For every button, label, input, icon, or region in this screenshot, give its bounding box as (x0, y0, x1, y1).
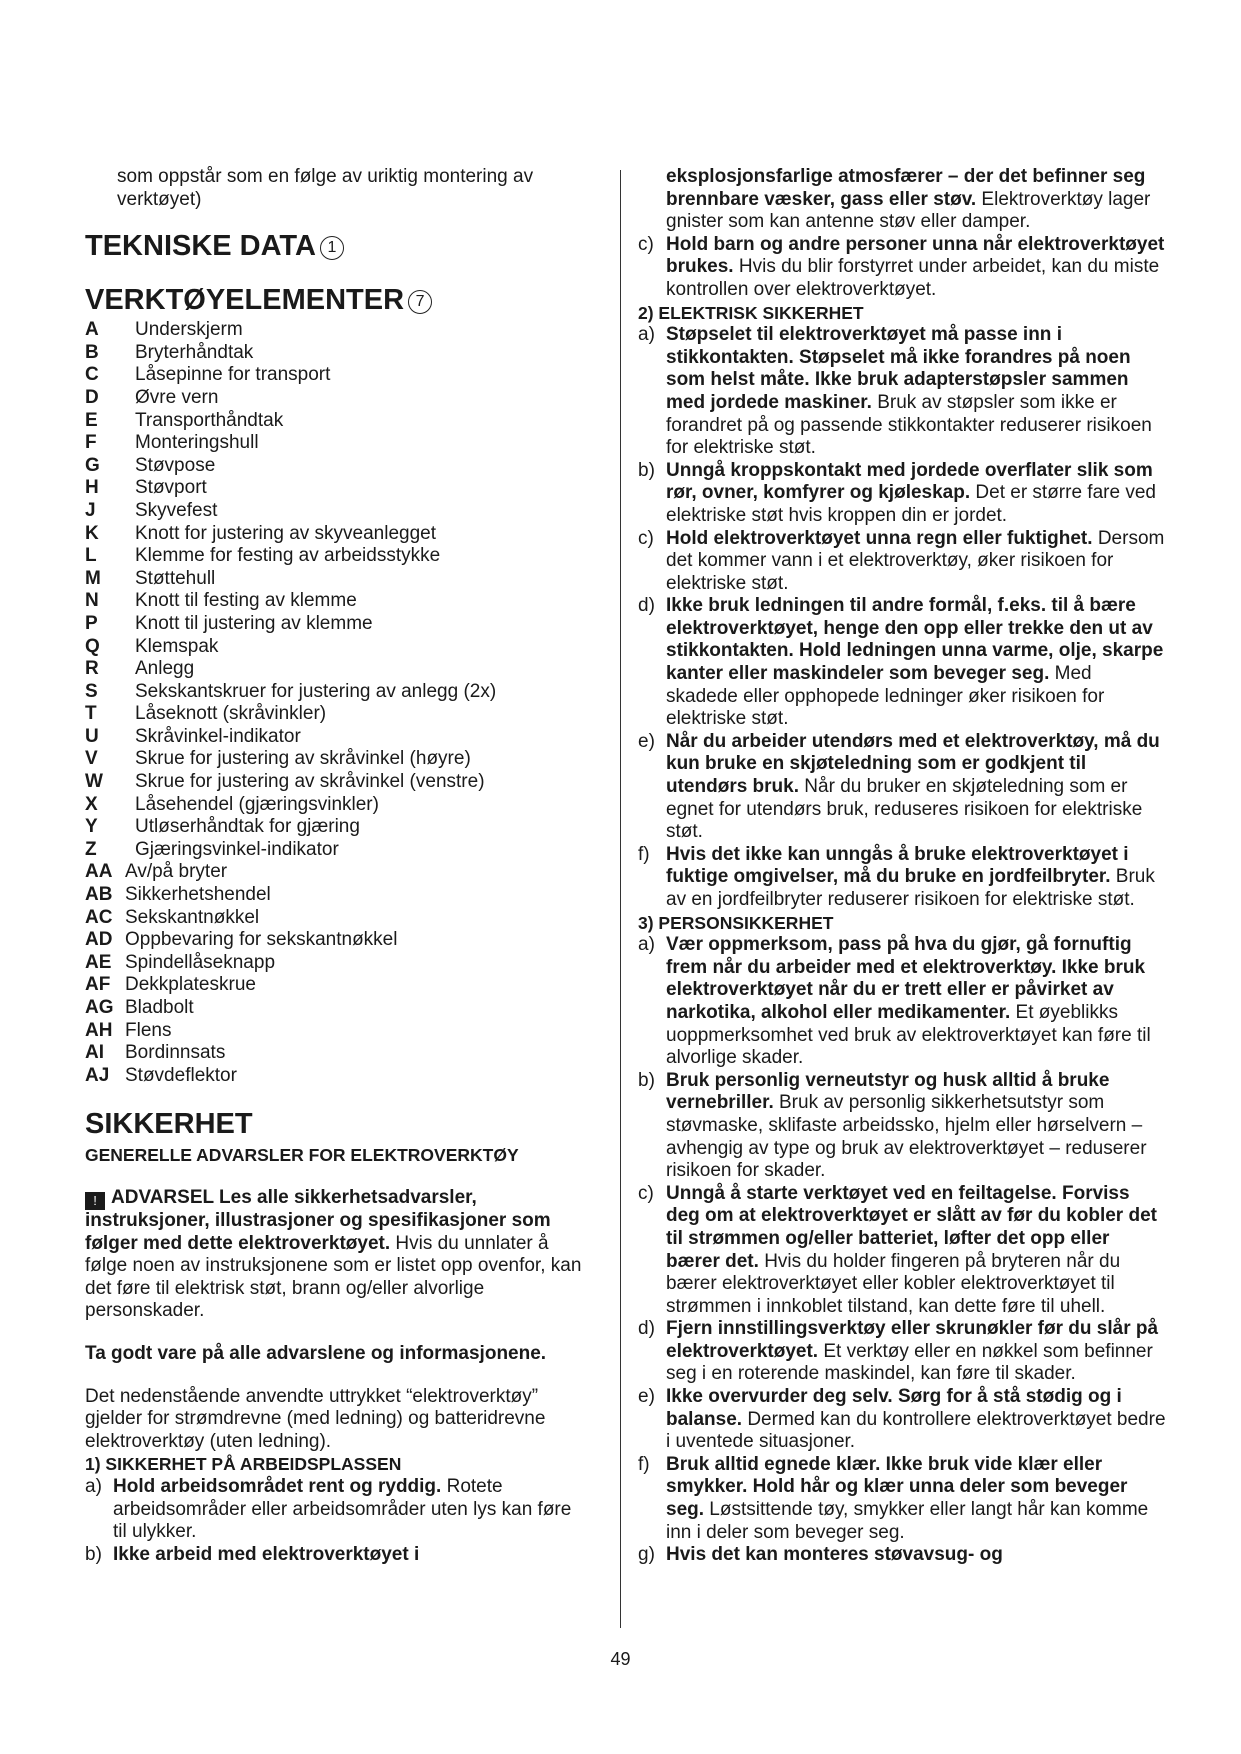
warning-icon: ! (85, 1192, 105, 1210)
part-label: Flens (125, 1019, 172, 1041)
parts-list-item (85, 861, 585, 884)
personal-item-e: e) Ikke overvurder deg selv. Sørg for å stå stødig og i balanse. Dermed kan du kontrollere elektroverktøyet bedre i uventede situasjoner. (638, 1386, 1166, 1453)
parts-list-item (85, 1020, 585, 1043)
parts-list-item (85, 636, 585, 659)
part-label: Knott til justering av klemme (135, 612, 373, 634)
part-key: V (85, 748, 98, 770)
part-key: B (85, 341, 99, 363)
part-key: H (85, 477, 99, 499)
part-label: Låsepinne for transport (135, 364, 331, 386)
parts-list-item (85, 342, 585, 365)
part-key: AH (85, 1019, 113, 1041)
part-label: Bordinnsats (125, 1042, 226, 1064)
part-label: Klemspak (135, 635, 219, 657)
parts-list-item (85, 907, 585, 930)
personal-item-b: b) Bruk personlig verneutstyr og husk alltid å bruke vernebriller. Bruk av personlig sikkerhetsutstyr som støvmaske, sklifaste arbeidssko, hjelm eller hørselvern – avhengig av type og bruk av elektroverktøyet – reduserer risikoen for skader. (638, 1069, 1147, 1182)
parts-list-item (85, 658, 585, 681)
parts-list-item (85, 545, 585, 568)
part-label: Monteringshull (135, 432, 259, 454)
parts-list-item (85, 568, 585, 591)
part-key: A (85, 319, 99, 341)
part-key: G (85, 454, 100, 476)
part-label: Låsehendel (gjæringsvinkler) (135, 793, 379, 815)
parts-list-item (85, 1065, 585, 1088)
parts-list-item (85, 794, 585, 817)
part-label: Bladbolt (125, 997, 194, 1018)
work-area-item-a: a) Hold arbeidsområdet rent og ryddig. Rotete arbeidsområder eller arbeidsområder uten lys kan føre til ulykker. (85, 1475, 572, 1543)
parts-heading: VERKTØYELEMENTER 7 (85, 283, 585, 317)
parts-list-item (85, 929, 585, 952)
work-area-item-c: c) Hold barn og andre personer unna når elektroverktøyet brukes. Hvis du blir forstyrret under arbeidet, kan du miste kontrollen over elektroverktøyet. (638, 233, 1165, 300)
part-key: F (85, 432, 97, 454)
part-key: AB (85, 884, 113, 906)
part-label: Skyvefest (135, 499, 218, 521)
parts-list-item (85, 839, 585, 862)
part-key: AC (85, 906, 113, 928)
work-area-heading: 1) SIKKERHET PÅ ARBEIDSPLASSEN (85, 1454, 402, 1475)
term-definition-text: Det nedenstående anvendte uttrykket “elektroverktøy” gjelder for strømdrevne (med ledning) og batteridrevne elektroverktøy (uten ledning). (85, 1385, 546, 1452)
parts-list-item (85, 319, 585, 342)
part-label: Knott for justering av skyveanlegget (135, 522, 437, 544)
warning-paragraph: ! ADVARSEL Les alle sikkerhetsadvarsler, instruksjoner, illustrasjoner og spesifikasjoner som følger med dette elektroverktøyet. Hvis du unnlater å følge noen av instruksjonene som er listet opp ovenfor, kan det føre til elektrisk støt, brann og/eller alvorlige personskader. (85, 1186, 582, 1322)
intro-text: som oppstår som en følge av uriktig montering av verktøyet) (117, 166, 534, 210)
parts-list-item (85, 590, 585, 613)
personal-item-f: f) Bruk alltid egnede klær. Ikke bruk vide klær eller smykker. Hold hår og klær unna deler som beveger seg. Løstsittende tøy, smykker eller langt hår kan komme inn i deler som beveger seg. (638, 1453, 1149, 1543)
parts-list-item (85, 884, 585, 907)
part-key: S (85, 680, 98, 702)
part-label: Sekskantskruer for justering av anlegg (2x) (135, 680, 497, 702)
parts-list-item (85, 771, 585, 794)
part-key: M (85, 567, 101, 589)
parts-list-item (85, 410, 585, 433)
part-label: Støvport (135, 477, 207, 499)
right-column (638, 166, 1168, 1567)
parts-list-item (85, 613, 585, 636)
part-label: Sekskantnøkkel (125, 906, 260, 928)
part-label: Sikkerhetshendel (125, 884, 271, 906)
part-key: L (85, 545, 97, 567)
parts-list-item (85, 1042, 585, 1065)
part-label: Skrue for justering av skråvinkel (høyre) (135, 748, 471, 770)
electrical-item-b: b) Unngå kroppskontakt med jordede overflater slik som rør, ovner, komfyrer og kjøleskap. Det er større fare ved elektriske støt hvis kroppen din er jordet. (638, 459, 1156, 526)
part-label: Anlegg (135, 658, 195, 680)
personal-item-a: a) Vær oppmerksom, pass på hva du gjør, gå fornuftig frem når du arbeider med et elektroverktøy. Ikke bruk elektroverktøyet når du er trett eller er påvirket av narkotika, alkohol eller medikamenter. Et øyeblikks uoppmerksomhet ved bruk av elektroverktøyet kan føre til alvorlige skader. (638, 934, 1151, 1069)
parts-list-item (85, 477, 585, 500)
part-label: Støttehull (135, 567, 216, 589)
electrical-item-f: f) Hvis det ikke kan unngås å bruke elektroverktøyet i fuktige omgivelser, må du bruke en jordfeilbryter. Bruk av en jordfeilbryter reduserer risikoen for elektriske støt. (638, 843, 1155, 910)
continued-text: eksplosjonsfarlige atmosfærer – der det befinner seg brennbare væsker, gass eller støv. Elektroverktøy lager gnister som kan antenne støv eller damper. (666, 166, 1151, 233)
part-key: K (85, 522, 99, 544)
work-area-item-b: b) Ikke arbeid med elektroverktøyet i (85, 1543, 420, 1565)
part-key: Z (85, 838, 97, 860)
parts-list-item (85, 748, 585, 771)
figure-ref-icon: 1 (320, 236, 344, 260)
parts-list-item (85, 703, 585, 726)
electrical-safety-heading: 2) ELEKTRISK SIKKERHET (638, 302, 864, 323)
part-key: AE (85, 951, 112, 973)
parts-list-item (85, 523, 585, 546)
parts-list-item (85, 997, 585, 1020)
part-key: R (85, 658, 99, 680)
parts-list-item (85, 974, 585, 997)
personal-safety-heading: 3) PERSONSIKKERHET (638, 912, 834, 933)
part-label: Støvpose (135, 454, 216, 476)
general-warnings-heading: GENERELLE ADVARSLER FOR ELEKTROVERKTØY (85, 1145, 519, 1166)
part-label: Av/på bryter (125, 861, 228, 883)
personal-item-c: c) Unngå å starte verktøyet ved en feiltagelse. Forviss deg om at elektroverktøyet er slått av før du kobler det til strømmen og/eller batteriet, løfter det opp eller bærer det. Hvis du holder fingeren på bryteren når du bærer elektroverktøyet eller kobler elektroverktøyet til strømmen i innkoblet tilstand, kan dette føre til uhell. (638, 1182, 1157, 1317)
part-label: Knott til festing av klemme (135, 590, 357, 612)
part-key: N (85, 590, 99, 612)
part-key: D (85, 386, 99, 408)
part-key: AI (85, 1042, 104, 1064)
personal-item-g: g) Hvis det kan monteres støvavsug- og (638, 1544, 1003, 1566)
part-label: Spindellåseknapp (125, 951, 276, 973)
electrical-item-e: e) Når du arbeider utendørs med et elektroverktøy, må du kun bruke en skjøteledning som er godkjent til utendørs bruk. Når du bruker en skjøteledning som er egnet for utendørs bruk, reduseres risikoen for elektriske støt. (638, 730, 1160, 843)
parts-list-item (85, 432, 585, 455)
part-key: W (85, 771, 103, 793)
left-column (85, 166, 585, 1566)
part-key: AF (85, 974, 111, 996)
part-key: AG (85, 997, 114, 1018)
part-label: Skrue for justering av skråvinkel (venstre) (135, 771, 485, 793)
part-key: AD (85, 929, 113, 951)
part-key: T (85, 703, 97, 725)
parts-list-item (85, 455, 585, 478)
safety-heading: SIKKERHET (85, 1108, 253, 1141)
part-label: Gjæringsvinkel-indikator (135, 838, 339, 860)
parts-list-item (85, 726, 585, 749)
part-key: E (85, 409, 98, 431)
part-key: Y (85, 816, 98, 838)
part-label: Støvdeflektor (125, 1064, 237, 1086)
part-label: Skråvinkel-indikator (135, 725, 301, 747)
part-key: J (85, 499, 96, 521)
part-label: Oppbevaring for sekskantnøkkel (125, 929, 398, 951)
part-key: AA (85, 861, 113, 883)
part-key: C (85, 364, 99, 386)
page-number: 49 (610, 1649, 631, 1669)
electrical-item-a: a) Støpselet til elektroverktøyet må passe inn i stikkontakten. Støpselet må ikke forandres på noen som helst måte. Ikke bruk adapterstøpsler sammen med jordede maskiner. Bruk av støpsler som ikke er forandret på og passende stikkontakter reduserer risikoen for elektriske støt. (638, 324, 1152, 459)
part-key: P (85, 612, 98, 634)
electrical-item-d: d) Ikke bruk ledningen til andre formål, f.eks. til å bære elektroverktøyet, henge den opp eller trekke den ut av stikkontakten. Hold ledningen unna varme, olje, skarpe kanter eller maskindeler som beveger seg. Med skadede eller opphopede ledninger øker risikoen for elektriske støt. (638, 595, 1164, 730)
parts-list-item (85, 364, 585, 387)
parts-list-item (85, 952, 585, 975)
parts-list-item (85, 816, 585, 839)
parts-list-item (85, 387, 585, 410)
part-label: Transporthåndtak (135, 409, 284, 431)
part-label: Bryterhåndtak (135, 341, 254, 363)
electrical-item-c: c) Hold elektroverktøyet unna regn eller fuktighet. Dersom det kommer vann i et elektroverktøy, øker risikoen for elektriske støt. (638, 527, 1165, 594)
parts-list (85, 319, 585, 1087)
parts-list-item (85, 681, 585, 704)
part-key: AJ (85, 1064, 110, 1086)
personal-item-d: d) Fjern innstillingsverktøy eller skrunøkler før du slår på elektroverktøyet. Et verktøy eller en nøkkel som befinner seg i en roterende maskindel, kan føre til skader. (638, 1318, 1159, 1385)
parts-list-item (85, 500, 585, 523)
figure-ref-icon: 7 (408, 290, 432, 314)
part-label: Underskjerm (135, 319, 243, 341)
part-label: Utløserhåndtak for gjæring (135, 816, 360, 838)
part-key: X (85, 793, 98, 815)
part-label: Dekkplateskrue (125, 974, 256, 996)
keep-warnings-text: Ta godt vare på alle advarslene og informasjonene. (85, 1342, 547, 1364)
part-key: Q (85, 635, 100, 657)
tech-data-heading: TEKNISKE DATA 1 (85, 229, 585, 263)
part-label: Klemme for festing av arbeidsstykke (135, 545, 441, 567)
part-key: U (85, 725, 99, 747)
part-label: Låseknott (skråvinkler) (135, 703, 327, 725)
part-label: Øvre vern (135, 386, 219, 408)
column-divider (620, 170, 621, 1628)
